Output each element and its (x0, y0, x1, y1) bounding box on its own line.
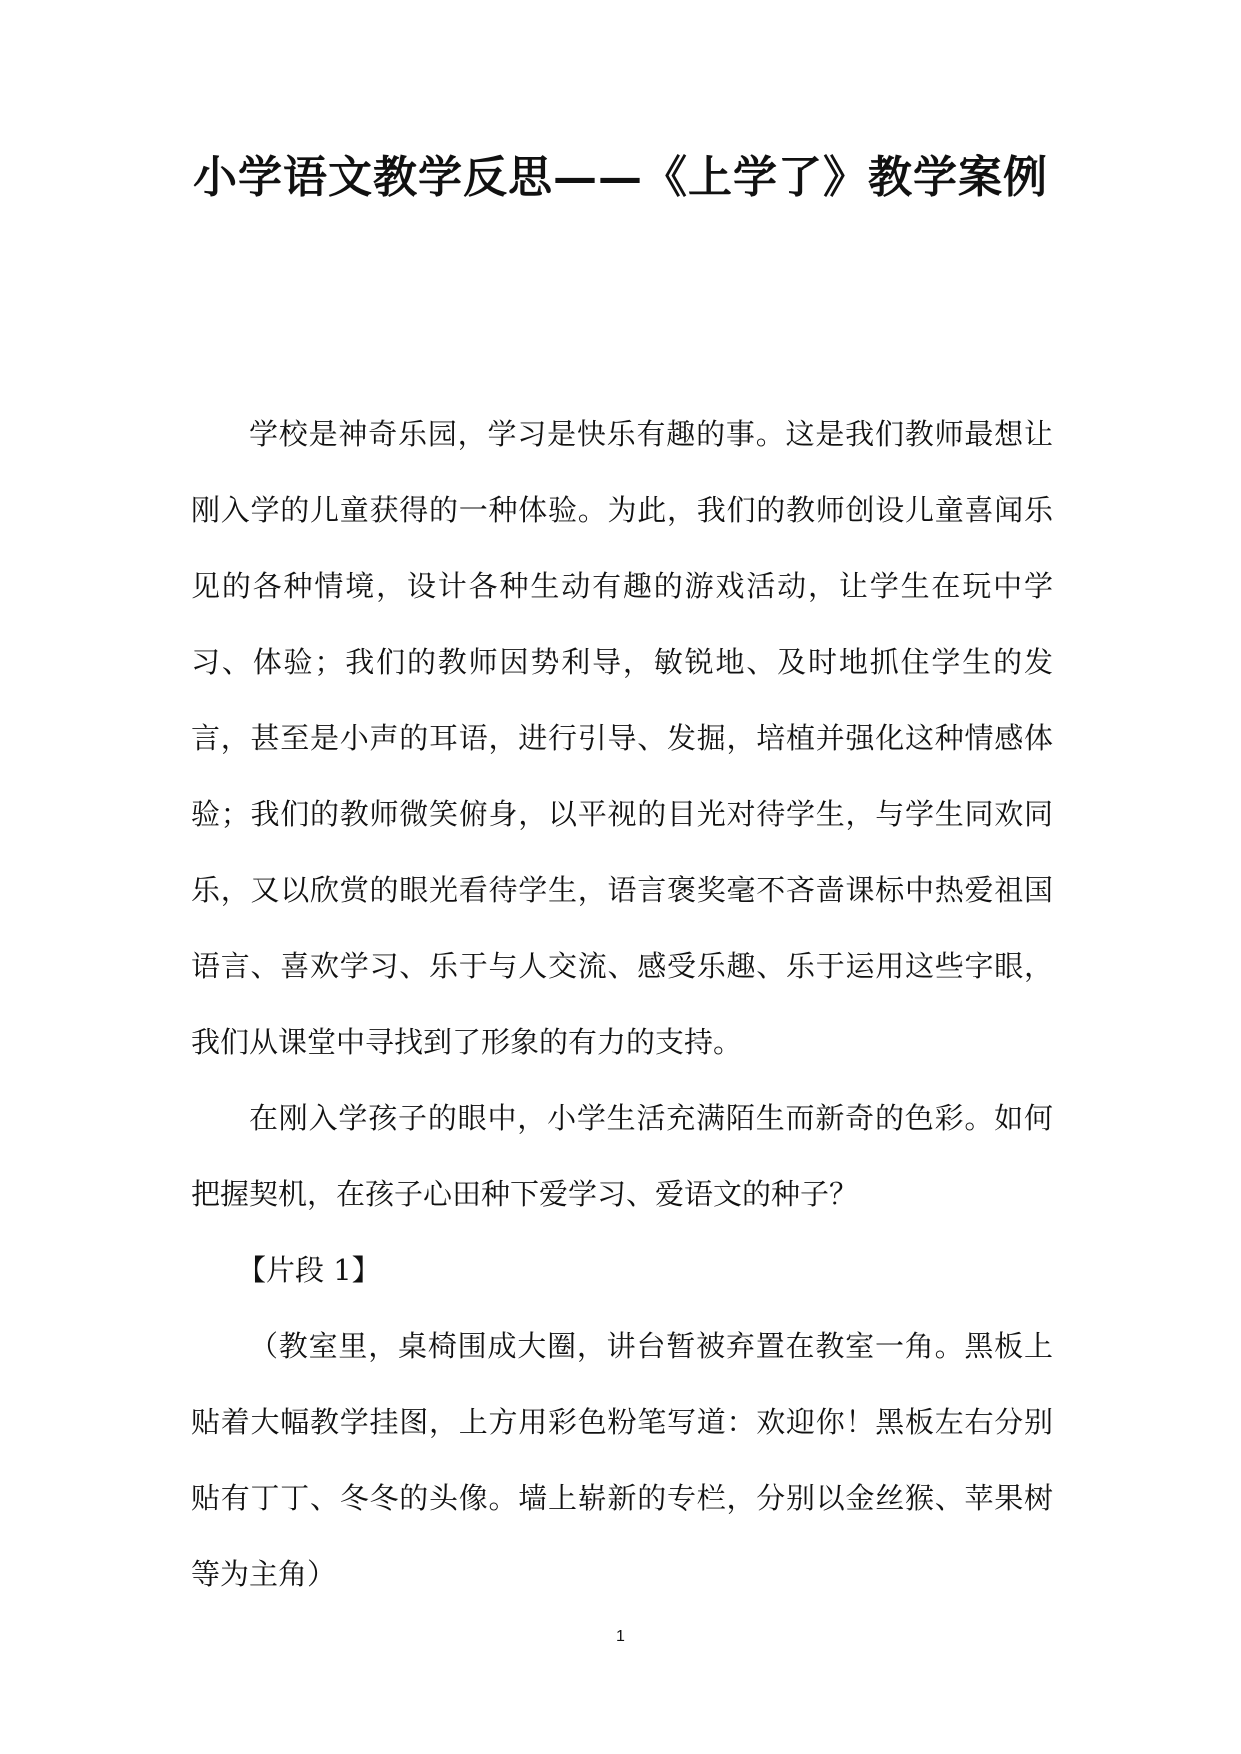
paragraph-question: 在刚入学孩子的眼中，小学生活充满陌生而新奇的色彩。如何把握契机，在孩子心田种下爱学习、爱语文的种子？ (191, 1101, 1053, 1211)
document-title: 小学语文教学反思——《上学了》教学案例 (193, 152, 1048, 203)
section-label: 【片段 1】 (237, 1253, 381, 1287)
document-body (191, 396, 1053, 1612)
paragraph-scene: （教室里，桌椅围成大圈，讲台暂被弃置在教室一角。黑板上贴着大幅教学挂图，上方用彩色粉笔写道：欢迎你！黑板左右分别贴有丁丁、冬冬的头像。墙上崭新的专栏，分别以金丝猴、苹果树等为主角） (191, 1329, 1053, 1591)
page-number: 1 (616, 1628, 625, 1645)
paragraph-intro: 学校是神奇乐园，学习是快乐有趣的事。这是我们教师最想让刚入学的儿童获得的一种体验。为此，我们的教师创设儿童喜闻乐见的各种情境，设计各种生动有趣的游戏活动，让学生在玩中学习、体验；我们的教师因势利导，敏锐地、及时地抓住学生的发言，甚至是小声的耳语，进行引导、发掘，培植并强化这种情感体验；我们的教师微笑俯身，以平视的目光对待学生，与学生同欢同乐，又以欣赏的眼光看待学生，语言褒奖毫不吝啬课标中热爱祖国语言、喜欢学习、乐于与人交流、感受乐趣、乐于运用这些字眼，我们从课堂中寻找到了形象的有力的支持。 (191, 417, 1053, 1059)
